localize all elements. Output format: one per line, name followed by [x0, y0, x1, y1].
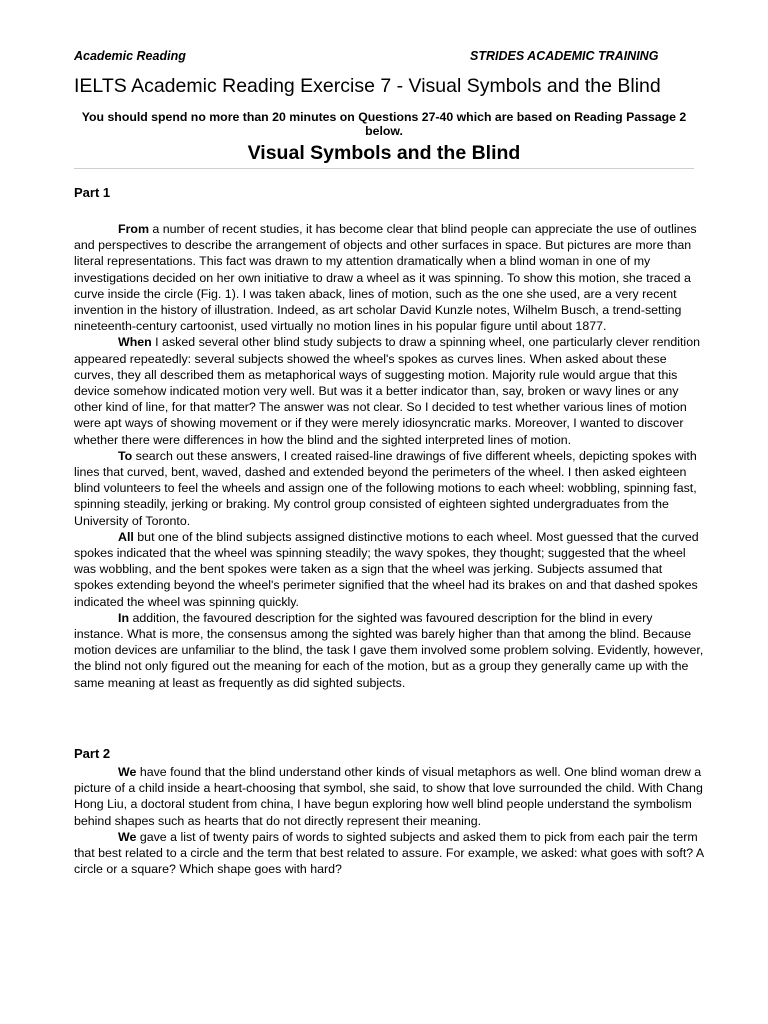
paragraph [74, 221, 704, 334]
passage-title: Visual Symbols and the Blind [247, 142, 521, 164]
paragraph-lead-word: All [118, 529, 134, 544]
paragraph [74, 764, 704, 829]
part1-heading: Part 1 [74, 185, 111, 200]
paragraph-text: but one of the blind subjects assigned distinctive motions to each wheel. Most guessed that the curved spokes indicated that the wheel was spinning steadily; the wavy spokes, they thought; suggested that the wheel was wobbling, and the bent spokes were taken as a sign that the wheel was jerking. Subjects assumed that spokes extending beyond the wheel's perimeter signified that the wheel had its brakes on and that dashed spokes indicated the wheel was spinning quickly. [74, 529, 699, 609]
paragraph-lead-word: We [118, 765, 137, 779]
paragraph-text: have found that the blind understand other kinds of visual metaphors as well. One blind woman drew a picture of a child inside a heart-choosing that symbol, she said, to show that love surrounded the child. With Chang Hong Liu, a doctoral student from china, I have begun exploring how well blind people understand the symbolism behind shapes such as hearts that do not directly represent their meaning. [74, 765, 703, 828]
document-title: IELTS Academic Reading Exercise 7 - Visual Symbols and the Blind [74, 75, 661, 97]
paragraph-text: I asked several other blind study subjects to draw a spinning wheel, one particularly clever rendition appeared repeatedly: several subjects showed the wheel's spokes as curves lines. When asked about these curves, they all described them as metaphorical ways of suggesting motion. Majority rule would argue that this device somehow indicated motion very well. But was it a better indicator than, say, broken or wavy lines or any other kind of line, for that matter? The answer was not clear. So I decided to test whether various lines of motion were apt ways of showing movement or if they were merely idiosyncratic marks. Moreover, I wanted to discover whether there were differences in how the blind and the sighted interpreted lines of motion. [74, 335, 700, 447]
paragraph-lead-word: When [118, 335, 152, 350]
title-divider [74, 168, 694, 169]
paragraph [74, 529, 704, 610]
paragraph-lead-word: To [118, 448, 133, 463]
header-publisher-label: STRIDES ACADEMIC TRAINING [470, 49, 659, 63]
paragraph-lead-word: In [118, 610, 130, 625]
paragraph-text: a number of recent studies, it has become clear that blind people can appreciate the use of outlines and perspectives to describe the arrangement of objects and other surfaces in space. But pictures are more than literal representations. This fact was drawn to my attention dramatically when a blind woman in one of my investigations decided on her own initiative to draw a wheel as it was spinning. To show this motion, she traced a curve inside the circle (Fig. 1). I was taken aback, lines of motion, such as the one she used, are a very recent invention in the history of illustration. Indeed, as art scholar David Kunzle notes, Wilhelm Busch, a trend-setting nineteenth-century cartoonist, used virtually no motion lines in his popular figure until about 1877. [74, 222, 697, 334]
part2-body [74, 764, 704, 877]
paragraph [74, 829, 704, 878]
part1-body [74, 221, 704, 691]
paragraph-text: addition, the favoured description for the sighted was favoured description for the blind in every instance. What is more, the consensus among the sighted was barely higher than that among the blind. Because motion devices are unfamiliar to the blind, the task I gave them involved some problem solving. Evidently, however, the blind not only figured out the meaning for each of the motion, but as a group they generally came up with the same meaning at least as frequently as did sighted subjects. [74, 610, 704, 690]
instruction-text: You should spend no more than 20 minutes on Questions 27-40 which are based on Reading Passage 2 below. [81, 110, 687, 138]
paragraph-lead-word: From [118, 222, 149, 236]
paragraph-lead-word: We [118, 829, 137, 844]
paragraph [74, 610, 704, 691]
paragraph-text: search out these answers, I created raised-line drawings of five different wheels, depicting spokes with lines that curved, bent, waved, dashed and extended beyond the perimeters of the wheel. I then asked eighteen blind volunteers to feel the wheels and assign one of the following motions to each wheel: wobbling, spinning fast, spinning steadily, jerking or braking. My control group consisted of eighteen sighted undergraduates from the University of Toronto. [74, 448, 697, 528]
paragraph [74, 448, 704, 529]
paragraph [74, 334, 704, 447]
paragraph-text: gave a list of twenty pairs of words to sighted subjects and asked them to pick from each pair the term that best related to a circle and the term that best related to assure. For example, we asked: what goes with soft? A circle or a square? Which shape goes with hard? [74, 829, 704, 877]
part2-heading: Part 2 [74, 746, 111, 761]
header-course-label: Academic Reading [74, 49, 186, 63]
